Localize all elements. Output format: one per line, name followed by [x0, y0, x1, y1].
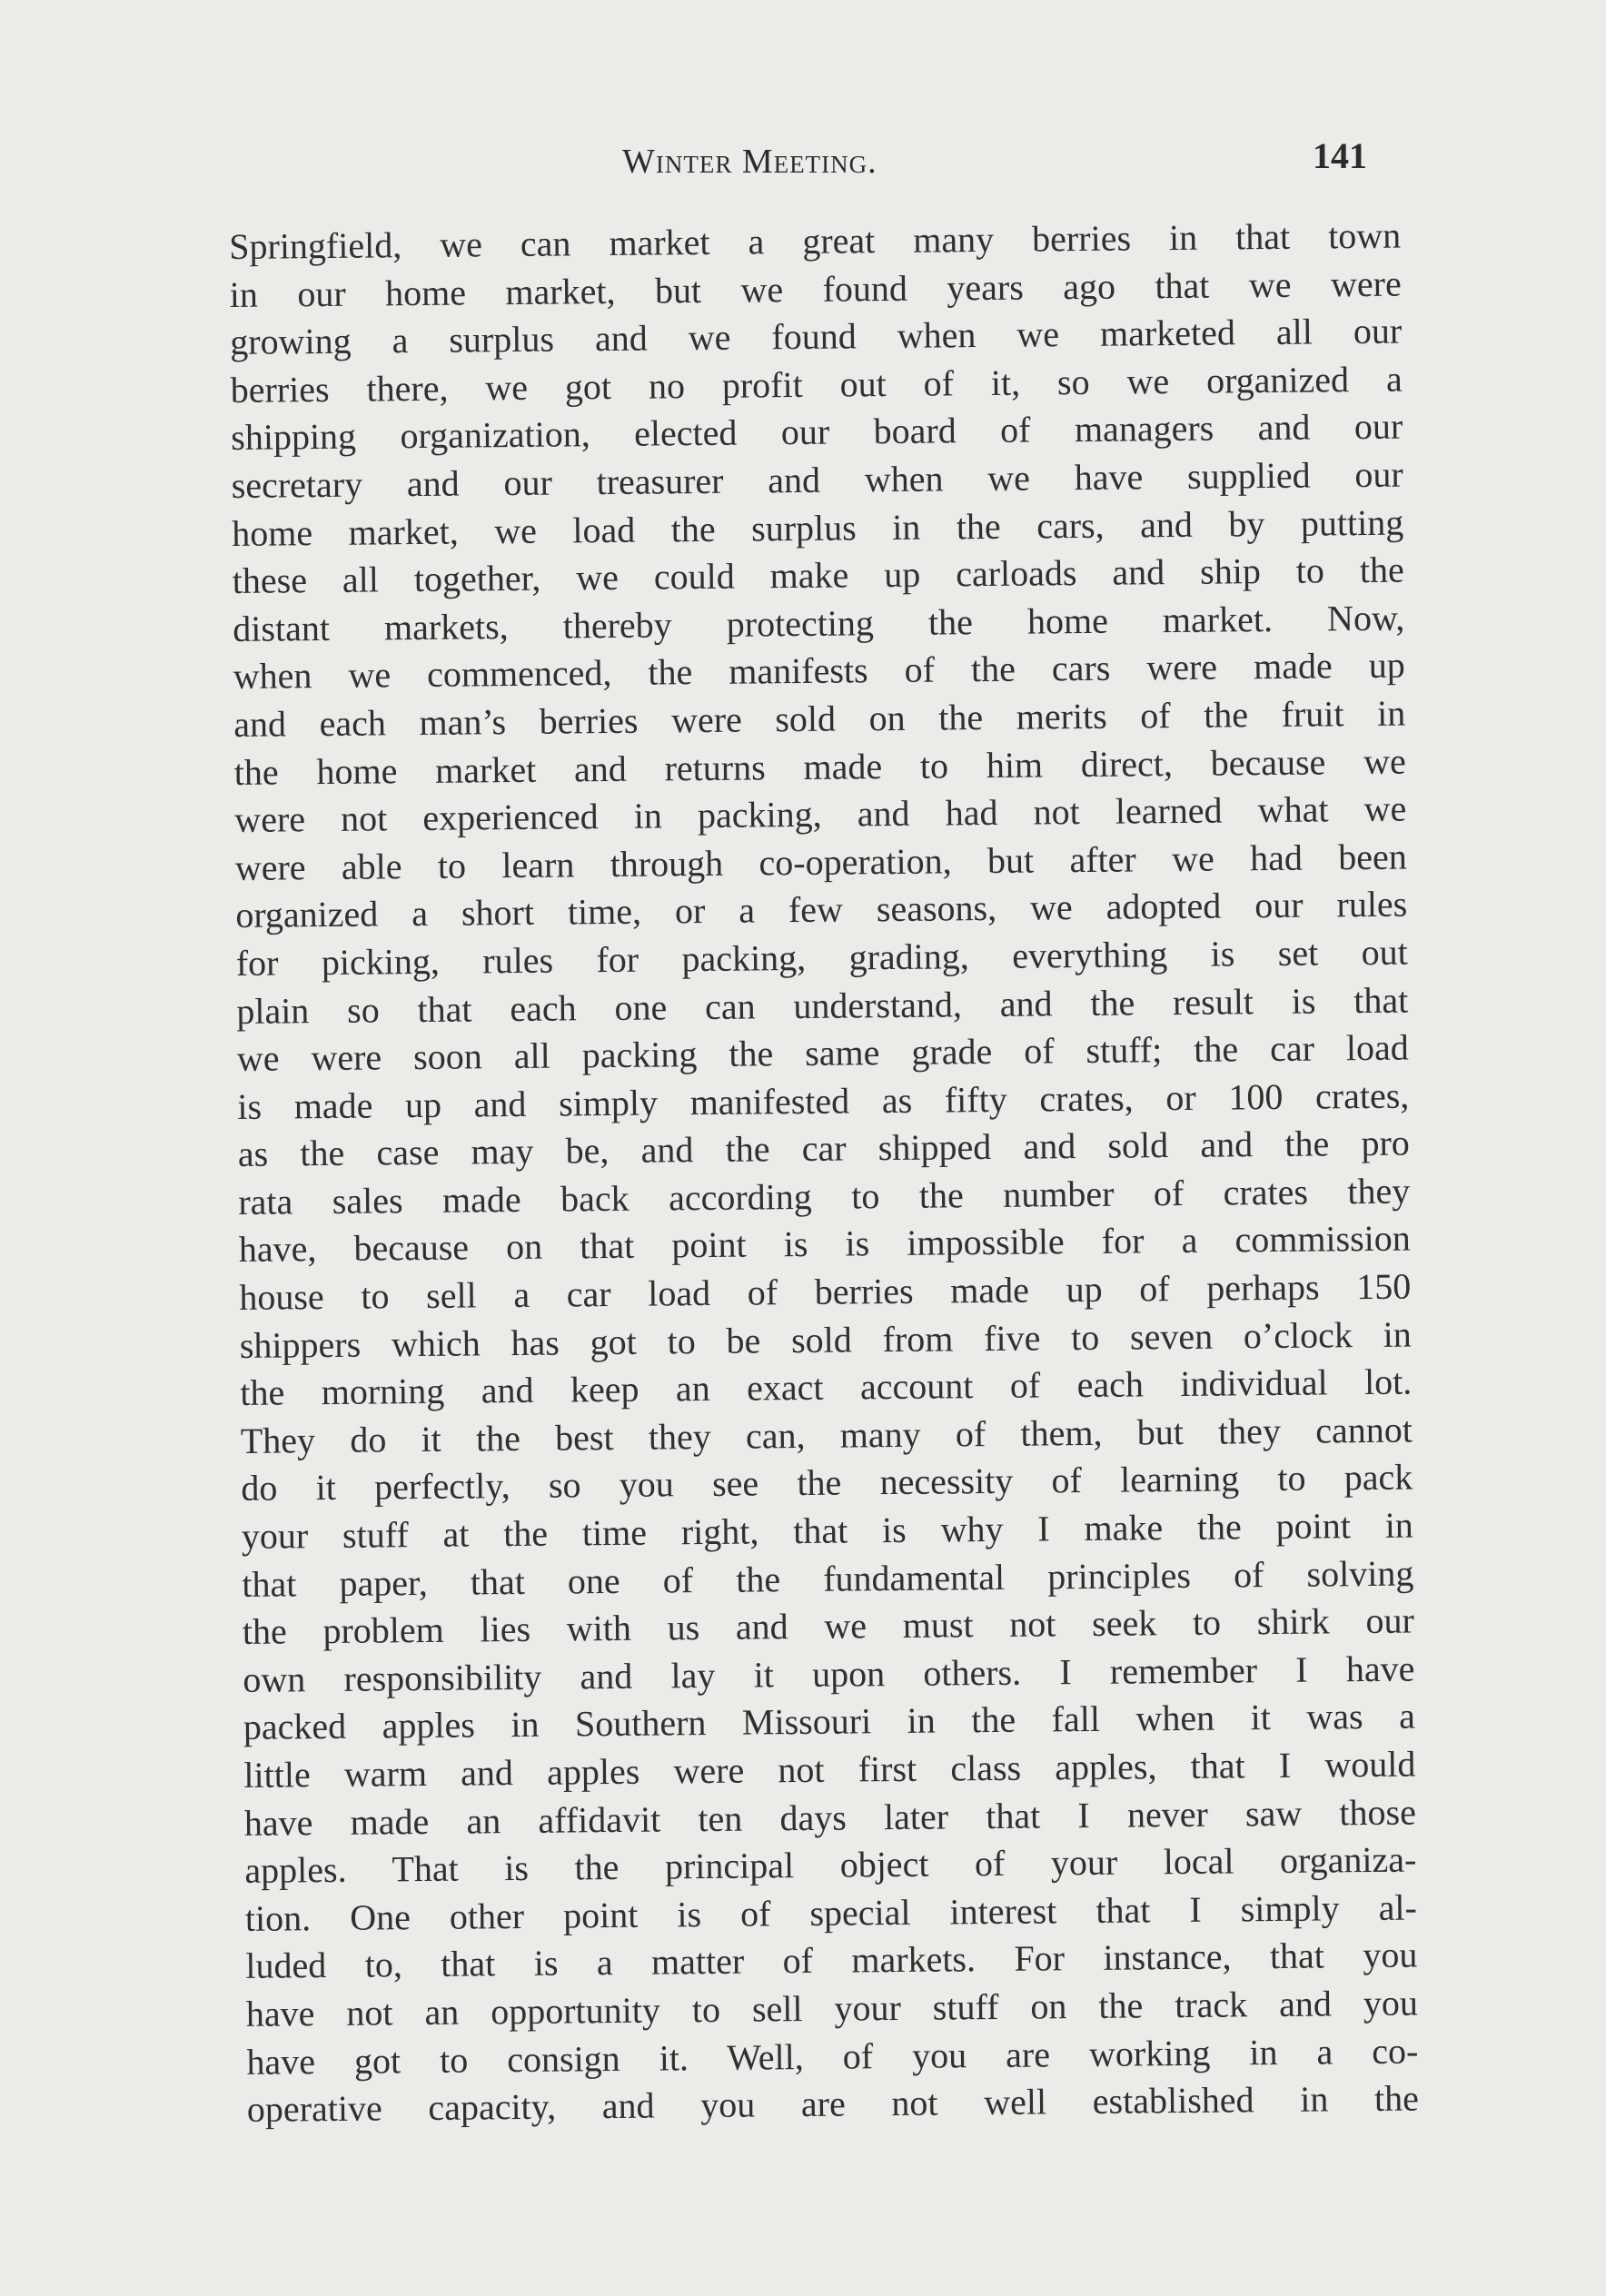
text-line: Springfield, we can market a great many berries in that town: [229, 214, 1402, 267]
text-line: these all together, we could make up carloads and ship to the: [232, 549, 1404, 602]
text-line: home market, we load the surplus in the cars, and by putting: [232, 501, 1404, 554]
text-line: for picking, rules for packing, grading, everything is set out: [235, 931, 1408, 984]
text-line: own responsibility and lay it upon others. I remember I have: [243, 1648, 1415, 1700]
running-head: [218, 134, 1367, 189]
text-line: were not experienced in packing, and had not learned what we: [234, 787, 1407, 841]
text-line: your stuff at the time right, that is why I make the point in: [241, 1504, 1414, 1557]
text-line: is made up and simply manifested as fifty crates, or 100 crates,: [237, 1074, 1410, 1127]
text-line: packed apples in Southern Missouri in the fall when it was a: [243, 1695, 1416, 1748]
text-line: in our home market, but we found years ago that we were: [229, 262, 1402, 315]
text-line: as the case may be, and the car shipped and sold and the pro: [237, 1122, 1410, 1175]
text-line: secretary and our treasurer and when we have supplied our: [231, 453, 1403, 506]
text-line: have got to consign it. Well, of you are working in a co-: [246, 2030, 1419, 2083]
text-line: were able to learn through co-operation, but after we had been: [234, 836, 1407, 888]
text-line: have, because on that point is is impossible for a commission: [238, 1218, 1412, 1271]
running-head-title: Winter Meeting.: [622, 143, 877, 181]
text-line: the home market and returns made to him direct, because we: [233, 740, 1406, 793]
text-line: apples. That is the principal object of your local organiza-: [244, 1838, 1417, 1892]
text-line: They do it the best they can, many of them, but they cannot: [240, 1409, 1413, 1461]
text-line: tion. One other point is of special interest that I simply al-: [244, 1886, 1418, 1939]
text-line: shipping organization, elected our board of managers and our: [231, 405, 1403, 459]
text-line: and each man’s berries were sold on the merits of the fruit in: [233, 692, 1406, 745]
text-line: plain so that each one can understand, and the result is that: [236, 979, 1409, 1032]
page-number: 141: [1313, 135, 1367, 176]
body-text: [229, 213, 1419, 2134]
text-line: luded to, that is a matter of markets. For instance, that you: [245, 1934, 1418, 1987]
text-line: shippers which has got to be sold from five to seven o’clock in: [239, 1313, 1413, 1366]
text-line: distant markets, thereby protecting the home market. Now,: [233, 597, 1405, 649]
text-line: do it perfectly, so you see the necessity of learning to pack: [241, 1456, 1413, 1509]
text-line: have made an affidavit ten days later that I never saw those: [243, 1791, 1417, 1844]
text-line: when we commenced, the manifests of the cars were made up: [233, 644, 1405, 698]
text-line: growing a surplus and we found when we marketed all our: [230, 310, 1403, 363]
text-line: little warm and apples were not first class apples, that I would: [243, 1743, 1416, 1796]
text-line: we were soon all packing the same grade of stuff; the car load: [236, 1026, 1409, 1080]
text-line: the problem lies with us and we must not seek to shirk our: [242, 1599, 1415, 1653]
text-line: the morning and keep an exact account of each individual lot.: [240, 1361, 1413, 1414]
text-line: berries there, we got no profit out of it, so we organized a: [230, 358, 1403, 411]
text-line: have not an opportunity to sell your stuff on the track and you: [245, 1982, 1419, 2034]
text-line: rata sales made back according to the number of crates they: [238, 1170, 1411, 1222]
text-line: operative capacity, and you are not well established in the: [246, 2077, 1420, 2131]
text-line: house to sell a car load of berries made up of perhaps 150: [239, 1265, 1412, 1319]
text-line: organized a short time, or a few seasons, we adopted our rules: [235, 883, 1408, 936]
text-line: that paper, that one of the fundamental principles of solving: [242, 1552, 1414, 1605]
